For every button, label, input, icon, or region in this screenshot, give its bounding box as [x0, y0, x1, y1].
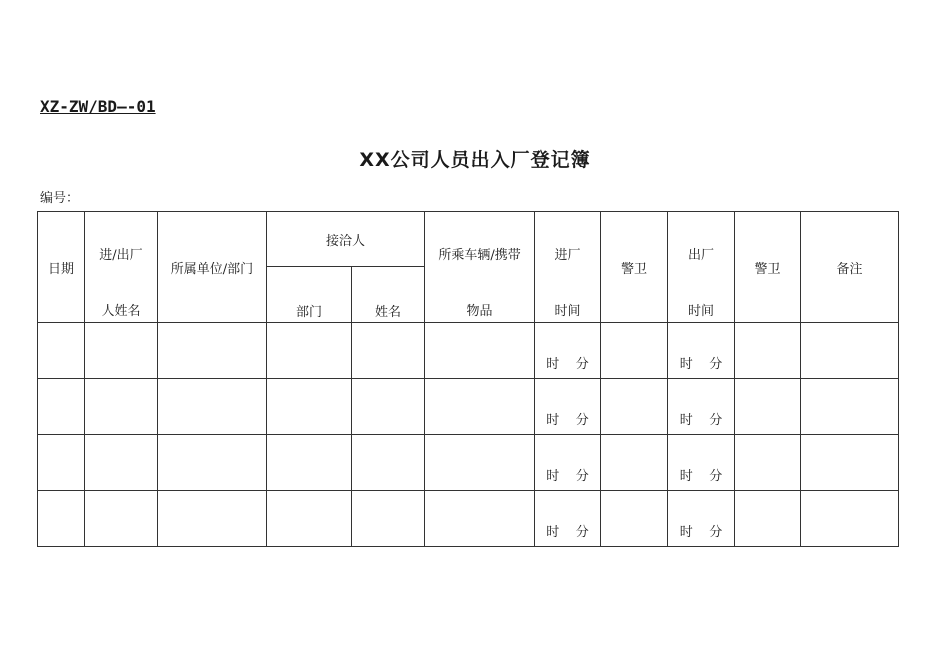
cell-unit: [158, 379, 267, 435]
register-table: [37, 211, 899, 547]
cell-guard-out: [735, 379, 801, 435]
header-person-name: [85, 212, 158, 323]
table-row: [38, 323, 899, 379]
in-time-text: 时 分: [546, 469, 589, 484]
out-time-text: 时 分: [679, 357, 723, 372]
cell-guard-in: [601, 491, 668, 547]
header-host-group: 接洽人: [267, 212, 425, 267]
header-vehicle-line2: 物品: [466, 304, 493, 319]
header-out-time-line2: 时间: [688, 304, 715, 319]
cell-in-time: [535, 379, 601, 435]
cell-in-time: [535, 435, 601, 491]
header-in-time-line1: 进厂: [554, 248, 581, 263]
cell-vehicle: [425, 323, 535, 379]
table-row: [38, 435, 899, 491]
cell-unit: [158, 323, 267, 379]
cell-host-name: [352, 323, 425, 379]
in-time-text: 时 分: [546, 525, 589, 540]
cell-date: [38, 323, 85, 379]
cell-person-name: [85, 491, 158, 547]
document-code: XZ-ZW/BD—-01: [40, 97, 156, 116]
table-row: [38, 379, 899, 435]
cell-out-time: [668, 435, 735, 491]
cell-host-dept: [267, 379, 352, 435]
header-out-time: [668, 212, 735, 323]
cell-date: [38, 491, 85, 547]
cell-host-name: [352, 379, 425, 435]
table-row: [38, 491, 899, 547]
cell-host-dept: [267, 323, 352, 379]
cell-guard-out: [735, 491, 801, 547]
cell-out-time: [668, 323, 735, 379]
header-person-name-line2: 人姓名: [101, 304, 141, 319]
cell-remarks: [801, 323, 899, 379]
header-out-time-line1: 出厂: [688, 248, 715, 263]
out-time-text: 时 分: [679, 413, 723, 428]
cell-unit: [158, 435, 267, 491]
header-remarks: 备注: [801, 212, 899, 323]
cell-date: [38, 379, 85, 435]
header-date: 日期: [38, 212, 85, 323]
in-time-text: 时 分: [546, 357, 589, 372]
document-title: XX公司人员出入厂登记簿: [359, 149, 591, 171]
cell-host-dept: [267, 491, 352, 547]
cell-person-name: [85, 323, 158, 379]
cell-remarks: [801, 435, 899, 491]
cell-out-time: [668, 491, 735, 547]
header-person-name-line1: 进/出厂: [99, 248, 143, 263]
cell-vehicle: [425, 435, 535, 491]
cell-remarks: [801, 379, 899, 435]
header-in-time: [535, 212, 601, 323]
header-in-time-line2: 时间: [554, 304, 581, 319]
out-time-text: 时 分: [679, 469, 723, 484]
cell-guard-out: [735, 323, 801, 379]
cell-vehicle: [425, 379, 535, 435]
header-row-top: [38, 212, 899, 267]
in-time-text: 时 分: [546, 413, 589, 428]
cell-out-time: [668, 379, 735, 435]
cell-vehicle: [425, 491, 535, 547]
cell-guard-in: [601, 323, 668, 379]
cell-host-dept: [267, 435, 352, 491]
document-number-label: 编号：: [40, 191, 80, 206]
cell-unit: [158, 491, 267, 547]
cell-person-name: [85, 379, 158, 435]
cell-guard-in: [601, 435, 668, 491]
header-vehicle-line1: 所乘车辆/携带: [438, 248, 521, 263]
cell-in-time: [535, 491, 601, 547]
cell-remarks: [801, 491, 899, 547]
header-vehicle: [425, 212, 535, 323]
cell-guard-in: [601, 379, 668, 435]
header-host-dept: 部门: [267, 267, 352, 323]
out-time-text: 时 分: [679, 525, 723, 540]
cell-guard-out: [735, 435, 801, 491]
cell-person-name: [85, 435, 158, 491]
header-guard-out: 警卫: [735, 212, 801, 323]
header-guard-in: 警卫: [601, 212, 668, 323]
header-unit: 所属单位/部门: [158, 212, 267, 323]
cell-host-name: [352, 491, 425, 547]
cell-host-name: [352, 435, 425, 491]
header-host-name: 姓名: [352, 267, 425, 323]
cell-in-time: [535, 323, 601, 379]
cell-date: [38, 435, 85, 491]
